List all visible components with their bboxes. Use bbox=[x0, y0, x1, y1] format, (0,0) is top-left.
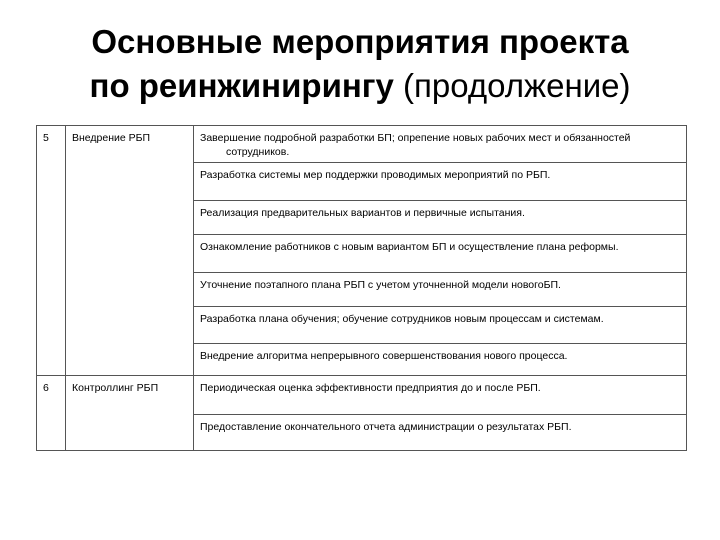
activity-cell bbox=[194, 376, 687, 415]
title-line-1: Основные мероприятия проекта bbox=[91, 23, 629, 60]
activity-cell bbox=[194, 307, 687, 344]
row-number-cell: 5 bbox=[37, 126, 66, 376]
activity-text: Внедрение алгоритма непрерывного совершенствования нового процесса. bbox=[200, 350, 568, 362]
activity-text: Разработка плана обучения; обучение сотрудников новым процессам и системам. bbox=[200, 313, 604, 325]
activity-cell bbox=[194, 344, 687, 376]
title-line-2-normal: (продолжение) bbox=[393, 67, 631, 104]
activity-text: Ознакомление работников с новым вариантом БП и осуществление плана реформы. bbox=[200, 241, 619, 253]
activity-cell bbox=[194, 235, 687, 273]
table-row bbox=[37, 126, 687, 163]
activity-cell bbox=[194, 126, 687, 163]
activity-text: Завершение подробной разработки БП; опрепение новых рабочих мест и обязанностей сотрудников. bbox=[200, 132, 631, 158]
activity-cell bbox=[194, 273, 687, 307]
title-line-2 bbox=[0, 64, 720, 108]
activity-text: Периодическая оценка эффективности предприятия до и после РБП. bbox=[200, 382, 541, 394]
activities-table bbox=[36, 125, 687, 451]
title-line-2-bold: по реинжинирингу bbox=[89, 67, 394, 104]
stage-cell: Контроллинг РБП bbox=[66, 376, 194, 451]
row-number-cell: 6 bbox=[37, 376, 66, 451]
activity-text: Разработка системы мер поддержки проводимых мероприятий по РБП. bbox=[200, 169, 551, 181]
stage-cell: Внедрение РБП bbox=[66, 126, 194, 376]
activity-cell bbox=[194, 415, 687, 451]
slide-title bbox=[0, 20, 720, 108]
activity-cell bbox=[194, 163, 687, 201]
activity-text: Уточнение поэтапного плана РБП с учетом уточненной модели новогоБП. bbox=[200, 279, 561, 291]
activity-text: Предоставление окончательного отчета администрации о результатах РБП. bbox=[200, 421, 572, 433]
activity-text: Реализация предварительных вариантов и первичные испытания. bbox=[200, 207, 525, 219]
activity-cell bbox=[194, 201, 687, 235]
table-row bbox=[37, 376, 687, 415]
